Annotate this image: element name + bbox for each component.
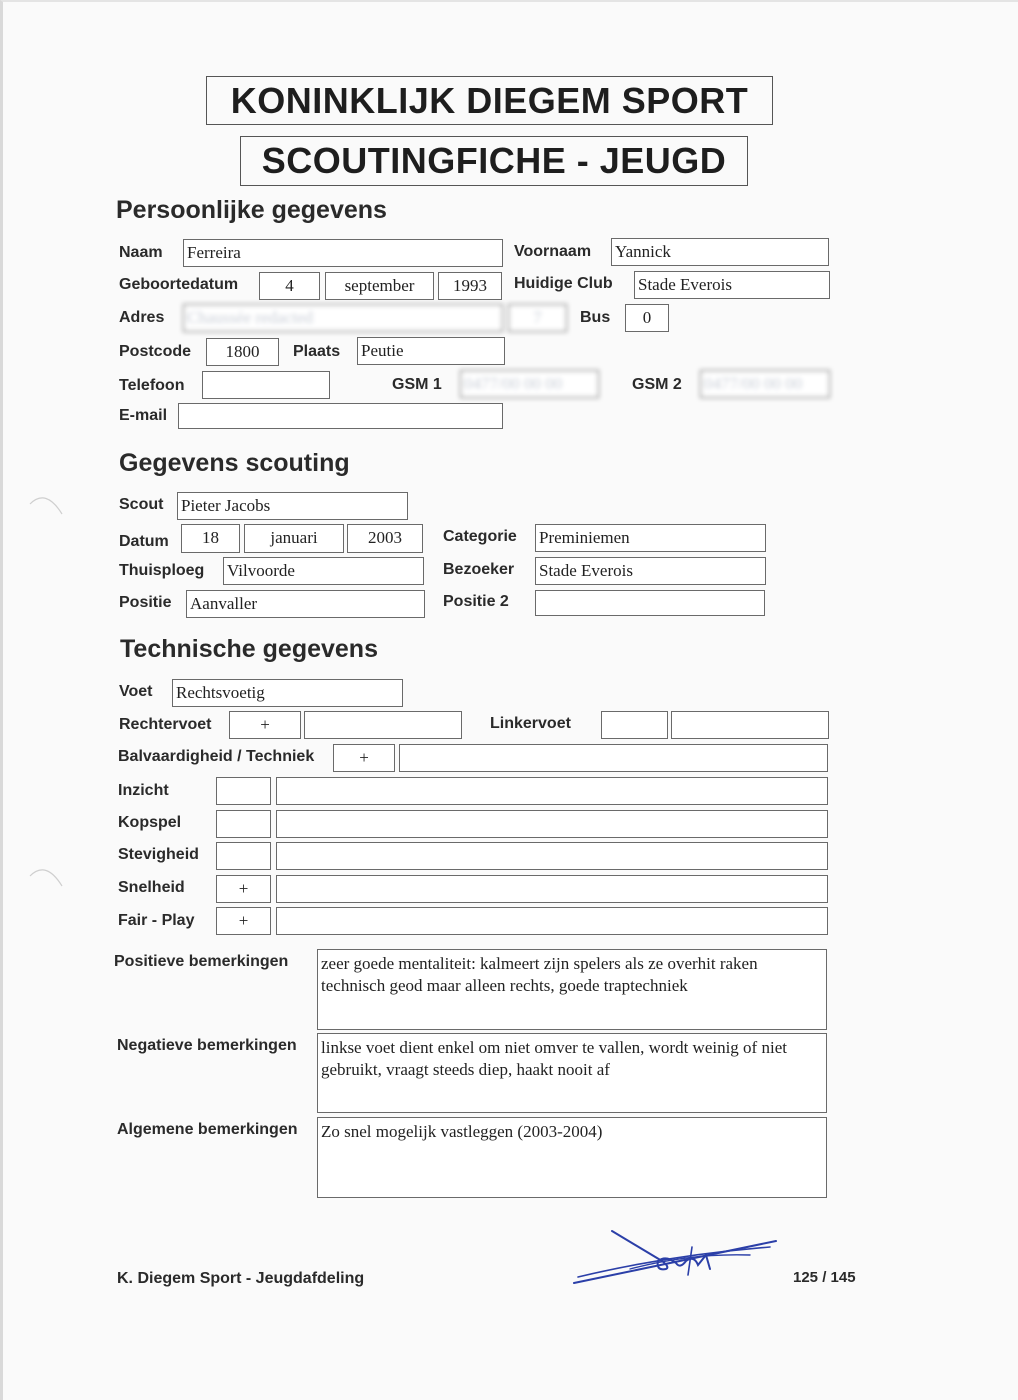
linkervoet-label: Linkervoet: [490, 715, 571, 732]
thuisploeg-field[interactable]: Vilvoorde: [223, 557, 424, 585]
categorie-label: Categorie: [443, 528, 517, 545]
bus-label: Bus: [580, 309, 611, 326]
bezoeker-label: Bezoeker: [443, 561, 515, 578]
section-title-scouting: Gegevens scouting: [119, 449, 350, 477]
voet-label: Voet: [119, 683, 153, 700]
email-field[interactable]: [178, 403, 503, 429]
datum-maand-field[interactable]: januari: [244, 524, 344, 553]
stevigheid-score-field[interactable]: [216, 842, 271, 870]
huidige-club-label: Huidige Club: [514, 275, 613, 292]
naam-field[interactable]: Ferreira: [183, 239, 503, 267]
kopspel-score-field[interactable]: [216, 810, 271, 838]
section-title-personal: Persoonlijke gegevens: [116, 196, 387, 224]
bezoeker-field[interactable]: Stade Everois: [535, 557, 766, 585]
bus-field[interactable]: 0: [625, 304, 669, 332]
huisnummer-field[interactable]: 7: [508, 304, 567, 332]
positieve-bemerkingen-label: Positieve bemerkingen: [114, 953, 289, 970]
rechtervoet-note-field[interactable]: [304, 711, 462, 739]
gsm1-field[interactable]: 0477/00 00 00: [460, 370, 599, 398]
positie2-field[interactable]: [535, 590, 765, 616]
page-number: 125 / 145: [793, 1269, 856, 1286]
geboortedatum-dag-field[interactable]: 4: [259, 272, 320, 300]
kopspel-note-field[interactable]: [276, 810, 828, 838]
balvaardigheid-note-field[interactable]: [399, 744, 828, 772]
positie-field[interactable]: Aanvaller: [186, 590, 425, 618]
signature-image: [570, 1225, 780, 1290]
negatieve-bemerkingen-label: Negatieve bemerkingen: [117, 1037, 297, 1054]
negatieve-bemerkingen-field[interactable]: linkse voet dient enkel om niet omver te vallen, wordt weinig of niet gebruikt, vraagt steeds diep, haakt nooit af: [317, 1033, 827, 1113]
adres-field[interactable]: Chaussée redacted: [183, 304, 503, 332]
scout-field[interactable]: Pieter Jacobs: [177, 492, 408, 520]
inzicht-score-field[interactable]: [216, 777, 271, 805]
linkervoet-score-field[interactable]: [601, 711, 668, 739]
balvaardigheid-label: Balvaardigheid / Techniek: [118, 748, 315, 765]
voet-field[interactable]: Rechtsvoetig: [172, 679, 403, 707]
inzicht-note-field[interactable]: [276, 777, 828, 805]
plaats-label: Plaats: [293, 343, 341, 360]
voornaam-field[interactable]: Yannick: [611, 238, 829, 266]
positie-label: Positie: [119, 594, 172, 611]
fairplay-score-field[interactable]: +: [216, 907, 271, 935]
datum-label: Datum: [119, 533, 169, 550]
huidige-club-field[interactable]: Stade Everois: [634, 271, 830, 299]
stevigheid-label: Stevigheid: [118, 846, 199, 863]
datum-dag-field[interactable]: 18: [181, 524, 240, 553]
email-label: E-mail: [119, 407, 168, 424]
adres-label: Adres: [119, 309, 165, 326]
algemene-bemerkingen-field[interactable]: Zo snel mogelijk vastleggen (2003-2004): [317, 1117, 827, 1198]
rechtervoet-label: Rechtervoet: [119, 716, 212, 733]
positie2-label: Positie 2: [443, 593, 509, 610]
punch-hole-mark: [28, 490, 68, 520]
thuisploeg-label: Thuisploeg: [119, 562, 205, 579]
fairplay-note-field[interactable]: [276, 907, 828, 935]
telefoon-label: Telefoon: [119, 377, 185, 394]
stevigheid-note-field[interactable]: [276, 842, 828, 870]
punch-hole-mark: [28, 862, 68, 892]
scout-label: Scout: [119, 496, 164, 513]
gsm2-label: GSM 2: [632, 376, 682, 393]
club-title: KONINKLIJK DIEGEM SPORT: [206, 76, 773, 125]
balvaardigheid-score-field[interactable]: +: [333, 744, 395, 772]
positieve-bemerkingen-field[interactable]: zeer goede mentaliteit: kalmeert zijn spelers als ze overhit raken technisch geod maar alleen rechts, goede traptechniek: [317, 949, 827, 1030]
snelheid-note-field[interactable]: [276, 875, 828, 903]
naam-label: Naam: [119, 244, 163, 261]
geboortedatum-maand-field[interactable]: september: [325, 272, 434, 300]
categorie-field[interactable]: Preminiemen: [535, 524, 766, 552]
snelheid-label: Snelheid: [118, 879, 185, 896]
geboortedatum-jaar-field[interactable]: 1993: [438, 272, 502, 300]
footer-department: K. Diegem Sport - Jeugdafdeling: [117, 1270, 365, 1287]
voornaam-label: Voornaam: [514, 243, 592, 260]
postcode-field[interactable]: 1800: [206, 338, 279, 366]
section-title-technical: Technische gegevens: [120, 635, 378, 663]
geboortedatum-label: Geboortedatum: [119, 276, 239, 293]
telefoon-field[interactable]: [202, 371, 330, 399]
snelheid-score-field[interactable]: +: [216, 875, 271, 903]
datum-jaar-field[interactable]: 2003: [347, 524, 423, 553]
gsm2-field[interactable]: 0477/00 00 00: [700, 370, 830, 398]
rechtervoet-score-field[interactable]: +: [229, 711, 301, 739]
linkervoet-note-field[interactable]: [671, 711, 829, 739]
fairplay-label: Fair - Play: [118, 912, 195, 929]
algemene-bemerkingen-label: Algemene bemerkingen: [117, 1121, 298, 1138]
postcode-label: Postcode: [119, 343, 192, 360]
plaats-field[interactable]: Peutie: [357, 337, 505, 365]
kopspel-label: Kopspel: [118, 814, 182, 831]
gsm1-label: GSM 1: [392, 376, 442, 393]
form-title: SCOUTINGFICHE - JEUGD: [240, 136, 748, 186]
inzicht-label: Inzicht: [118, 782, 169, 799]
